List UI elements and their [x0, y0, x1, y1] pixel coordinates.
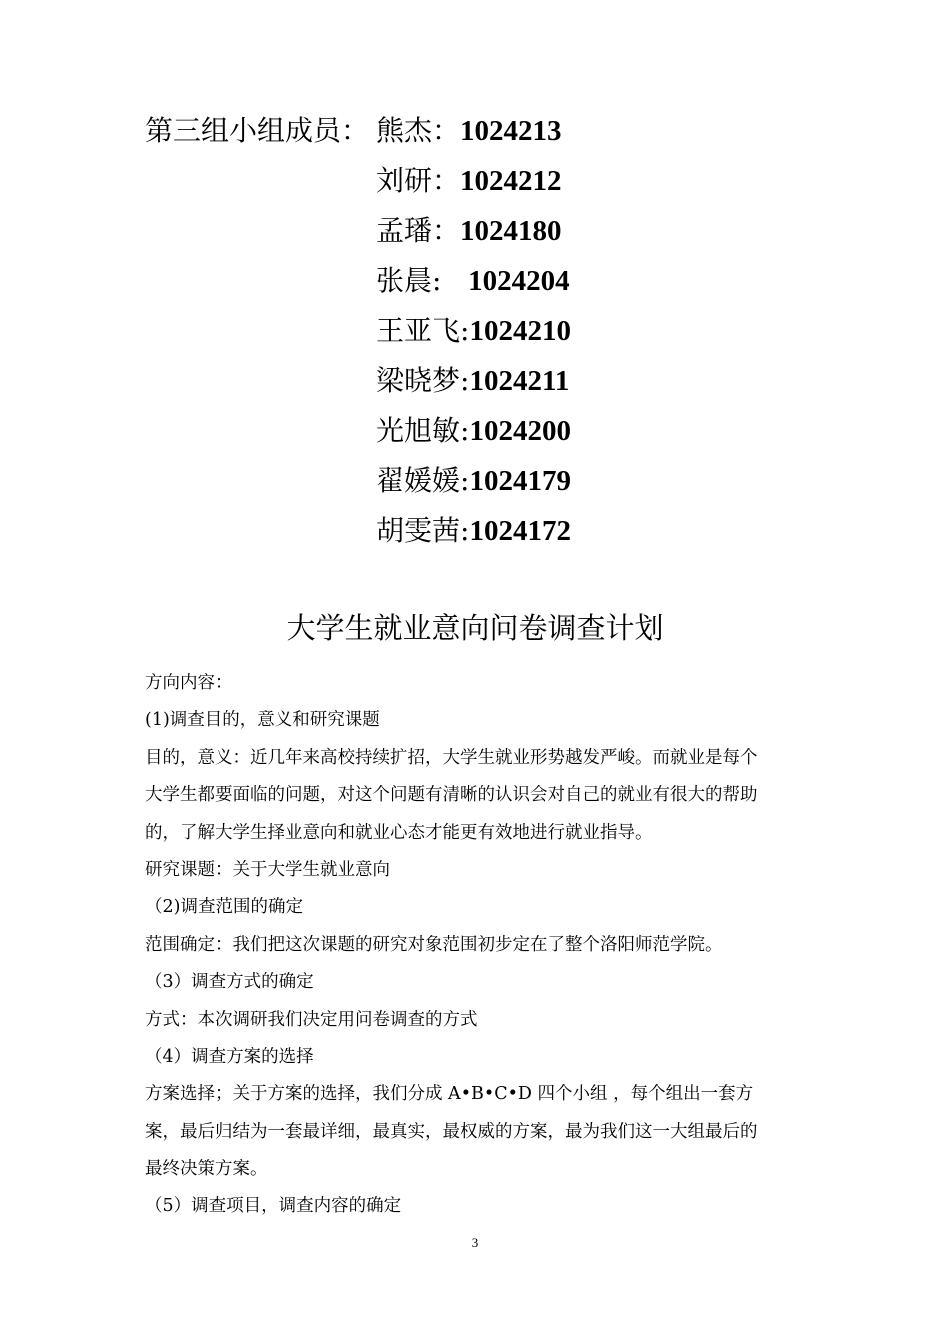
member-name: 熊杰 [376, 114, 433, 147]
text-line: 研究课题：关于大学生就业意向 [145, 859, 390, 880]
member-id: 1024179 [469, 465, 571, 497]
member-name: 刘研 [376, 164, 433, 197]
member-separator: ： [432, 214, 461, 247]
member-name: 张晨 [376, 264, 433, 297]
member-name: 胡雯茜 [376, 514, 461, 547]
text-line: （4）调查方案的选择 [145, 1046, 314, 1067]
group-members [145, 108, 571, 558]
member-id: 1024172 [469, 515, 571, 547]
text-line: 方式：本次调研我们决定用问卷调查的方式 [145, 1009, 478, 1030]
member-row [145, 308, 571, 358]
member-separator: : [460, 514, 470, 547]
member-name: 王亚飞 [376, 314, 461, 347]
text-line: 案，最后归结为一套最详细，最真实，最权威的方案，最为我们这一大组最后的 [145, 1121, 758, 1142]
member-row [145, 258, 571, 308]
text-line: 方向内容： [145, 673, 233, 693]
member-row [145, 108, 571, 158]
member-separator: : [460, 314, 470, 347]
member-separator: : [460, 414, 470, 447]
member-row [145, 408, 571, 458]
member-id: 1024211 [469, 365, 570, 397]
text-line: (1)调查目的，意义和研究课题 [145, 710, 380, 731]
text-line: （3）调查方式的确定 [145, 972, 314, 993]
member-row [145, 208, 571, 258]
member-row [145, 358, 571, 408]
member-id: 1024200 [469, 415, 571, 447]
member-id: 1024213 [460, 115, 562, 147]
text-line: 大学生都要面临的问题，对这个问题有清晰的认识会对自己的就业有很大的帮助 [145, 785, 758, 806]
member-row [145, 458, 571, 508]
text-line: 的，了解大学生择业意向和就业心态才能更有效地进行就业指导。 [145, 822, 653, 843]
member-name: 翟媛媛 [376, 464, 461, 497]
member-separator: : [460, 464, 470, 497]
text-line: （2)调查范围的确定 [145, 897, 303, 918]
member-id: 1024204 [468, 265, 570, 297]
member-row [145, 508, 571, 558]
plan-body [145, 665, 815, 1226]
text-line: 目的，意义：近几年来高校持续扩招，大学生就业形势越发严峻。而就业是每个 [145, 747, 758, 768]
text-line: 范围确定：我们把这次课题的研究对象范围初步定在了整个洛阳师范学院。 [145, 934, 723, 955]
member-id: 1024212 [460, 165, 562, 197]
text-line: 最终决策方案。 [145, 1159, 268, 1180]
text-line: （5）调查项目，调查内容的确定 [145, 1196, 402, 1217]
member-name: 梁晓梦 [376, 364, 461, 397]
member-id: 1024180 [460, 215, 562, 247]
page-number: 3 [471, 1235, 479, 1250]
member-row [145, 158, 571, 208]
member-name: 孟璠 [376, 214, 433, 247]
member-separator: : [460, 364, 470, 397]
group-label: 第三组小组成员： [145, 114, 370, 147]
text-line: 方案选择；关于方案的选择，我们分成 A•B•C•D 四个小组 ，每个组出一套方 [145, 1084, 754, 1105]
member-name: 光旭敏 [376, 414, 461, 447]
member-id: 1024210 [469, 315, 571, 347]
document-title: 大学生就业意向问卷调查计划 [286, 611, 664, 645]
member-separator: ： [432, 114, 461, 147]
member-separator: ： [432, 164, 461, 197]
member-separator: : [432, 264, 469, 297]
